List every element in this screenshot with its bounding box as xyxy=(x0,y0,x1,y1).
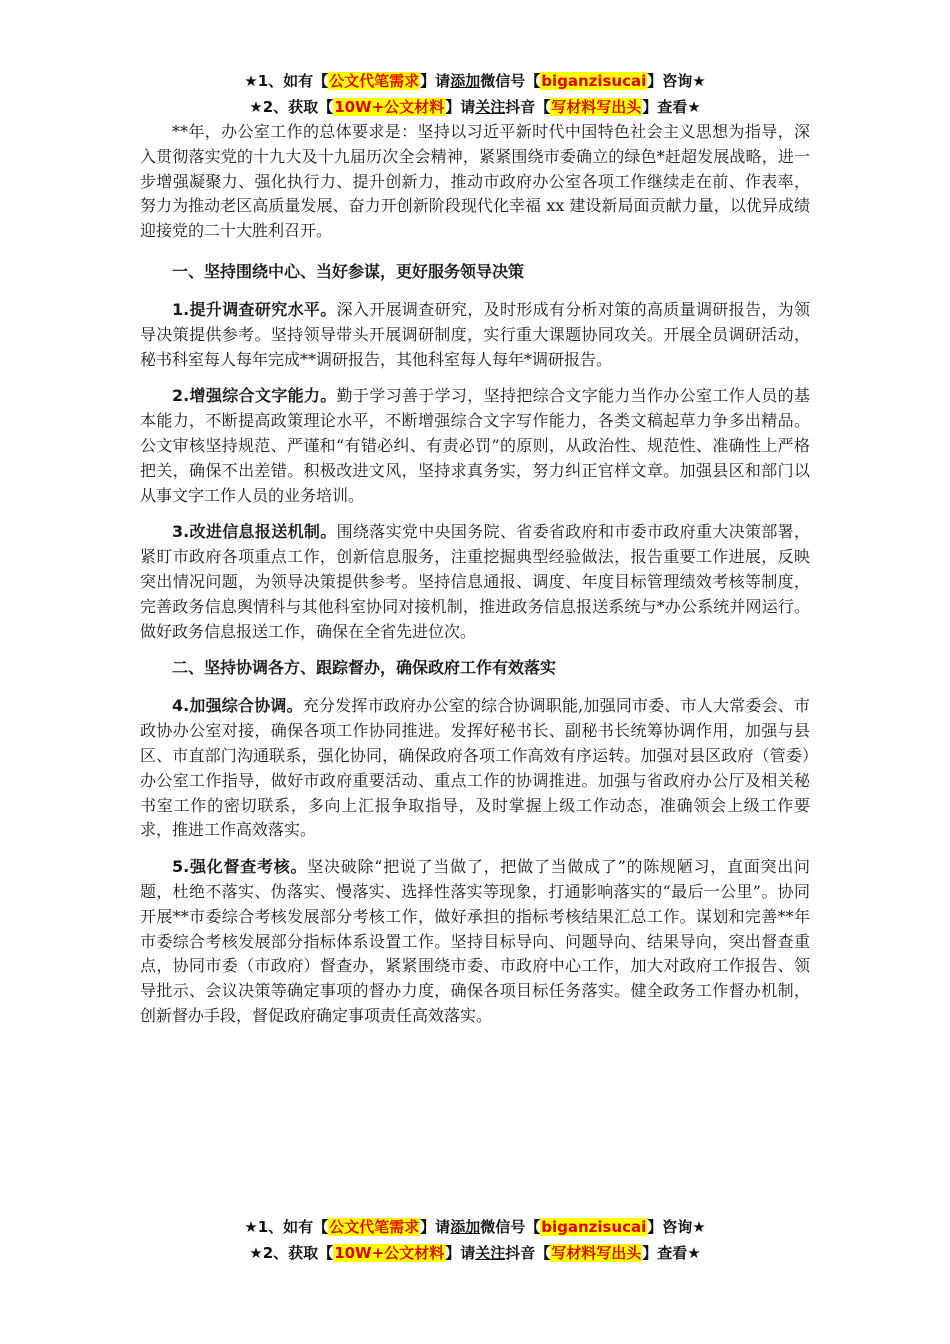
section-2-heading: 二、坚持协调各方、跟踪督办，确保政府工作有效落实 xyxy=(172,658,557,678)
promo-highlight: 写材料写出头 xyxy=(551,98,642,116)
promo-highlight: 10W+公文材料 xyxy=(334,98,445,116)
promo-highlight: 公文代笔需求 xyxy=(329,1218,420,1236)
item-4-paragraph xyxy=(140,694,810,843)
promo-highlight: biganzisucai xyxy=(541,72,647,90)
item-1-paragraph xyxy=(140,298,810,372)
promo-highlight: 10W+公文材料 xyxy=(334,1244,445,1262)
document-body xyxy=(140,120,810,1041)
section-1-heading: 一、坚持围绕中心、当好参谋，更好服务领导决策 xyxy=(172,261,525,281)
item-5-paragraph xyxy=(140,855,810,1029)
item-4-title: 4.加强综合协调。 xyxy=(172,696,303,716)
item-1-title: 1.提升调查研究水平。 xyxy=(172,299,337,319)
promo-banner-top xyxy=(0,68,950,120)
promo-highlight: biganzisucai xyxy=(541,1218,647,1236)
item-1-body: 深入开展调查研究，及时形成有分析对策的高质量调研报告，为领导决策提供参考。坚持领导带头开展调研制度，实行重大课题协同攻关。开展全员调研活动，秘书科室每人每年完成**调研报告，其他科室每人每年*调研报告。 xyxy=(140,299,810,369)
intro-paragraph: **年，办公室工作的总体要求是：坚持以习近平新时代中国特色社会主义思想为指导，深入贯彻落实党的十九大及十九届历次全会精神，紧紧围绕市委确立的绿色*赶超发展战略，进一步增强凝聚力、强化执行力、提升创新力，推动市政府办公室各项工作继续走在前、作表率，努力为推动老区高质量发展、奋力开创新阶段现代化幸福 xx 建设新局面贡献力量，以优异成绩迎接党的二十大胜利召开。 xyxy=(140,122,810,241)
promo-line-1: ★1、如有【公文代笔需求】请添加微信号【biganzisucai】咨询★ xyxy=(244,72,706,90)
promo-line-2: ★2、获取【10W+公文材料】请关注抖音【写材料写出头】查看★ xyxy=(249,1244,701,1262)
item-3-body: 围绕落实党中央国务院、省委省政府和市委市政府重大决策部署，紧盯市政府各项重点工作，创新信息服务，注重挖掘典型经验做法，报告重要工作进展，反映突出情况问题，为领导决策提供参考。坚持信息通报、调度、年度目标管理绩效考核等制度，完善政务信息舆情科与其他科室协同对接机制，推进政务信息报送系统与*办公系统并网运行。做好政务信息报送工作，确保在全省先进位次。 xyxy=(140,522,810,641)
promo-highlight: 公文代笔需求 xyxy=(329,72,420,90)
promo-line-1: ★1、如有【公文代笔需求】请添加微信号【biganzisucai】咨询★ xyxy=(244,1218,706,1236)
item-2-body: 勤于学习善于学习，坚持把综合文字能力当作办公室工作人员的基本能力，不断提高政策理论水平，不断增强综合文字写作能力，各类文稿起草力争多出精品。公文审核坚持规范、严谨和“有错必纠、有责必罚”的原则，从政治性、规范性、准确性上严格把关，确保不出差错。积极改进文风，坚持求真务实，努力纠正官样文章。加强县区和部门以从事文字工作人员的业务培训。 xyxy=(140,386,810,505)
item-3-paragraph xyxy=(140,520,810,644)
item-4-body: 充分发挥市政府办公室的综合协调职能,加强同市委、市人大常委会、市政协办公室对接，确保各项工作协同推进。发挥好秘书长、副秘书长统筹协调作用，加强与县区、市直部门沟通联系，强化协同，确保政府各项工作高效有序运转。加强对县区政府（管委）办公室工作指导，做好市政府重要活动、重点工作的协调推进。加强与省政府办公厅及相关秘书室工作的密切联系，多向上汇报争取指导，及时掌握上级工作动态，准确领会上级工作要求，推进工作高效落实。 xyxy=(140,696,810,840)
item-5-body: 坚决破除“把说了当做了，把做了当做成了”的陈规陋习，直面突出问题，杜绝不落实、伪落实、慢落实、选择性落实等现象，打通影响落实的“最后一公里”。协同开展**市委综合考核发展部分考核工作，做好承担的指标考核结果汇总工作。谋划和完善**年市委综合考核发展部分指标体系设置工作。坚持目标导向、问题导向、结果导向，突出督查重点，协同市委（市政府）督查办，紧紧围绕市委、市政府中心工作，加大对政府工作报告、领导批示、会议决策等确定事项的督办力度，确保各项目标任务落实。健全政务工作督办机制，创新督办手段，督促政府确定事项责任高效落实。 xyxy=(140,857,810,1025)
item-3-title: 3.改进信息报送机制。 xyxy=(172,522,337,542)
promo-banner-bottom xyxy=(0,1214,950,1266)
item-5-title: 5.强化督查考核。 xyxy=(172,857,308,877)
promo-line-2: ★2、获取【10W+公文材料】请关注抖音【写材料写出头】查看★ xyxy=(249,98,701,116)
promo-highlight: 写材料写出头 xyxy=(551,1244,642,1262)
item-2-paragraph xyxy=(140,384,810,508)
item-2-title: 2.增强综合文字能力。 xyxy=(172,386,337,406)
